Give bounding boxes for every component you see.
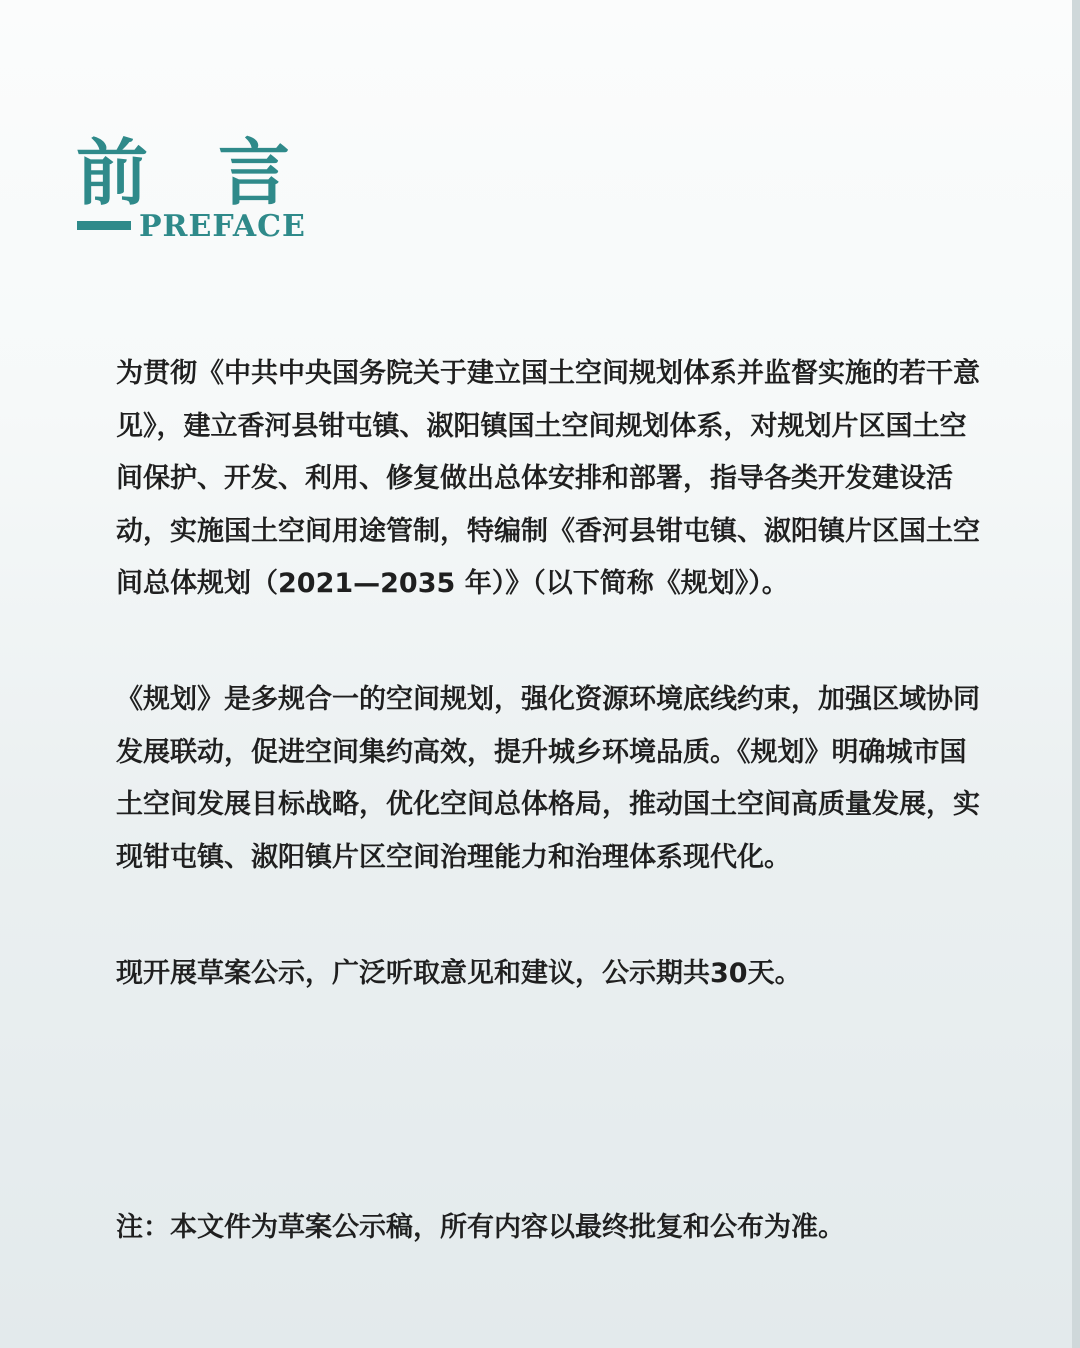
page-title: 前言 xyxy=(76,131,361,215)
title-underline-bar xyxy=(77,221,131,230)
paragraph-text: 现开展草案公示，广泛听取意见和建议，公示期共30天。 xyxy=(116,958,802,989)
page-edge xyxy=(1072,0,1080,1348)
paragraph-text: 《规划》是多规合一的空间规划，强化资源环境底线约束，加强区域协同发展联动，促进空间集约高效，提升城乡环境品质。《规划》明确城市国土空间发展目标战略，优化空间总体格局，推动国土空间高质量发展，实现钳屯镇、淑阳镇片区空间治理能力和治理体系现代化。 xyxy=(116,684,980,873)
page-subtitle: PREFACE xyxy=(139,209,306,244)
preface-paragraph-2 xyxy=(116,674,986,884)
note-text: 注：本文件为草案公示稿，所有内容以最终批复和公布为准。 xyxy=(116,1212,845,1243)
paragraph-text: 为贯彻《中共中央国务院关于建立国土空间规划体系并监督实施的若干意见》，建立香河县钳屯镇、淑阳镇国土空间规划体系，对规划片区国土空间保护、开发、利用、修复做出总体安排和部署，指导各类开发建设活动，实施国土空间用途管制，特编制《香河县钳屯镇、淑阳镇片区国土空间总体规划（2021—2035 年）》（以下简称《规划》）。 xyxy=(116,358,980,599)
footer-note xyxy=(116,1202,986,1255)
preface-paragraph-1 xyxy=(116,348,986,611)
preface-paragraph-3 xyxy=(116,948,986,1001)
